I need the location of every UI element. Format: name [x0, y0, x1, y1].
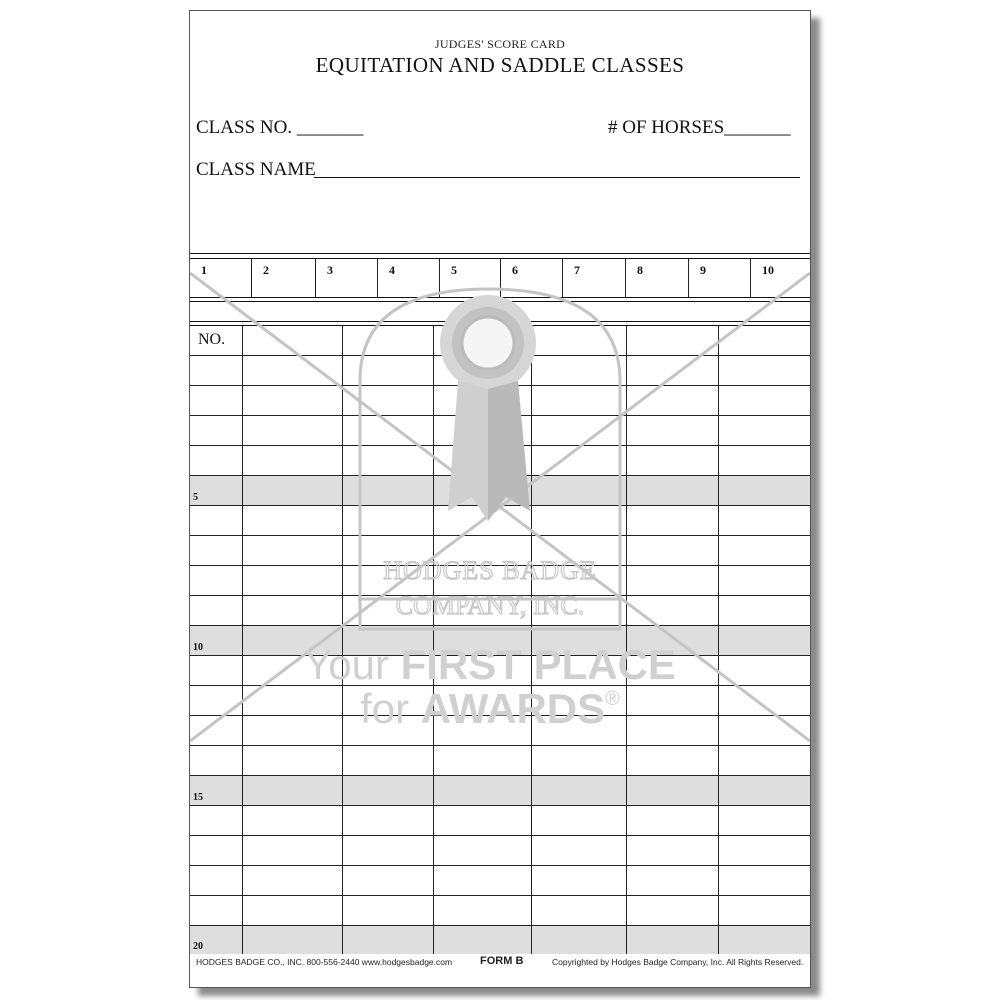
placing-box[interactable]: 5	[440, 259, 501, 297]
table-row[interactable]	[190, 566, 810, 596]
table-row[interactable]	[190, 716, 810, 746]
footer-form-label: FORM B	[480, 955, 524, 967]
table-row[interactable]	[190, 686, 810, 716]
table-row[interactable]	[190, 386, 810, 416]
placings-top-rule	[190, 253, 810, 254]
placing-box[interactable]: 10	[762, 263, 774, 277]
table-row[interactable]	[190, 896, 810, 926]
table-row[interactable]	[190, 506, 810, 536]
grid-column-divider	[242, 326, 243, 954]
table-row[interactable]	[190, 806, 810, 836]
score-grid	[190, 326, 810, 954]
svg-text:COMPANY, INC.: COMPANY, INC.	[395, 591, 585, 620]
placing-box[interactable]: 4	[378, 259, 440, 297]
table-row[interactable]	[190, 836, 810, 866]
card-title: EQUITATION AND SADDLE CLASSES	[315, 53, 685, 77]
grid-top-rule	[190, 321, 810, 322]
table-row[interactable]: 5	[190, 476, 810, 506]
placing-box[interactable]: 9	[689, 259, 751, 297]
table-row[interactable]: 15	[190, 776, 810, 806]
table-row[interactable]	[190, 656, 810, 686]
no-column-label: NO.	[198, 331, 226, 348]
class-no-label: CLASS NO. _______	[196, 117, 364, 138]
table-row[interactable]	[190, 446, 810, 476]
placings-bottom-rule-2	[190, 301, 810, 302]
table-row[interactable]	[190, 536, 810, 566]
class-name-label: CLASS NAME	[196, 159, 316, 180]
table-row[interactable]	[190, 866, 810, 896]
footer-company: HODGES BADGE CO., INC. 800-556-2440 www.hodgesbadge.com	[196, 957, 453, 967]
table-row[interactable]	[190, 356, 810, 386]
grid-column-divider	[342, 326, 343, 954]
placing-box[interactable]: 7	[563, 259, 626, 297]
placing-box[interactable]: 8	[626, 259, 689, 297]
grid-column-divider	[531, 326, 532, 954]
table-row[interactable]	[190, 416, 810, 446]
table-row[interactable]: 20	[190, 926, 810, 954]
class-name-line	[314, 177, 800, 178]
svg-text:Your FIRST PLACE: Your FIRST PLACE	[304, 641, 676, 688]
svg-text:for AWARDS®: for AWARDS®	[360, 685, 620, 732]
svg-text:HODGES BADGE: HODGES BADGE	[383, 556, 597, 585]
grid-header-row	[190, 326, 810, 356]
placing-box[interactable]: 6	[501, 259, 563, 297]
grid-column-divider	[718, 326, 719, 954]
placing-box[interactable]: 3	[316, 259, 378, 297]
table-row[interactable]: 10	[190, 626, 810, 656]
grid-column-divider	[626, 326, 627, 954]
card-subtitle: JUDGES' SCORE CARD	[434, 37, 566, 51]
table-row[interactable]	[190, 746, 810, 776]
placings-bottom-rule	[190, 297, 810, 298]
horses-label: # OF HORSES_______	[608, 117, 791, 138]
table-row[interactable]	[190, 596, 810, 626]
placing-box[interactable]: 1	[190, 259, 252, 297]
score-card	[189, 10, 811, 988]
footer-copyright: Copyrighted by Hodges Badge Company, Inc. All Rights Reserved.	[552, 957, 804, 967]
placing-box[interactable]: 2	[252, 259, 316, 297]
grid-column-divider	[433, 326, 434, 954]
